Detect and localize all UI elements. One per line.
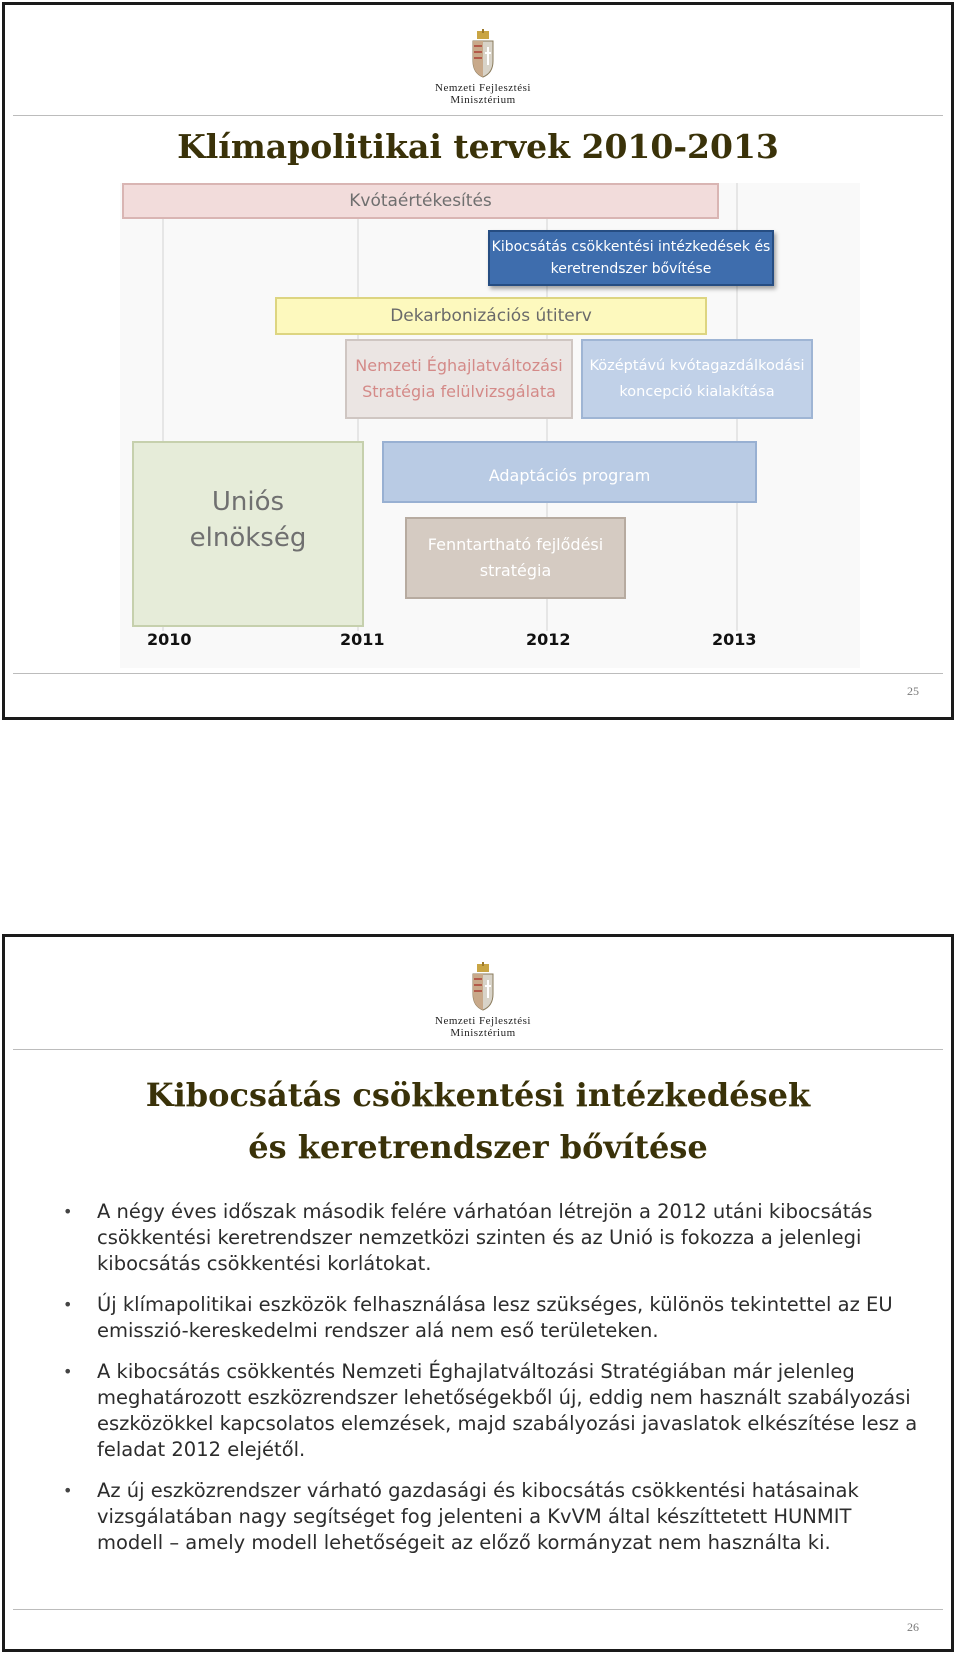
ministry-name-line2: Minisztérium: [450, 1027, 516, 1039]
bar-kibocsatas-csokkentes: Kibocsátás csökkentési intézkedések és keretrendszer bővítése: [488, 230, 774, 286]
year-label-2013: 2013: [712, 630, 757, 649]
timeline-diagram: [120, 183, 860, 668]
bar-adaptacios-program: Adaptációs program: [382, 441, 757, 503]
coat-of-arms-icon: [468, 962, 498, 1012]
bullet-list: [63, 1199, 923, 1571]
year-label-2011: 2011: [340, 630, 385, 649]
slide-title: [5, 1069, 951, 1173]
bullet-icon: •: [63, 1202, 73, 1221]
ministry-logo: [423, 29, 543, 106]
ministry-name-line1: Nemzeti Fejlesztési: [435, 1015, 531, 1027]
list-item: • Új klímapolitikai eszközök felhasználása lesz szükséges, különös tekintettel az EU emisszió-kereskedelmi rendszer alá nem eső területeken.: [63, 1293, 893, 1342]
bullet-icon: •: [63, 1481, 73, 1500]
bullet-icon: •: [63, 1295, 73, 1314]
ministry-name-line1: Nemzeti Fejlesztési: [435, 82, 531, 94]
list-item: • A négy éves időszak második felére várhatóan létrejön a 2012 utáni kibocsátás csökkentési keretrendszer nemzetközi szinten és az Unió is fokozza a jelenlegi kibocsátás csökkentési korlátokat.: [63, 1200, 873, 1275]
list-item: • A kibocsátás csökkentés Nemzeti Éghajlatváltozási Stratégiában már jelenleg meghatározott eszközrendszer lehetőségekből új, eddig nem használt szabályozási eszközökkel kapcsolatos elemzések, majd szabályozási javaslatok elkészítése lesz a feladat 2012 elejétől.: [63, 1360, 918, 1461]
slide-title-line2: és keretrendszer bővítése: [248, 1128, 708, 1166]
ministry-name-line2: Minisztérium: [450, 94, 516, 106]
footer-divider: [13, 1609, 943, 1610]
year-label-2010: 2010: [147, 630, 192, 649]
header-divider: [13, 1049, 943, 1050]
bar-kvotaertekesites: Kvótaértékesítés: [122, 183, 719, 219]
list-item: • Az új eszközrendszer várható gazdasági és kibocsátás csökkentési hatásainak vizsgálatában nagy segítséget fog jelenteni a KvVM által készíttetett HUNMIT modell – amely modell lehetőségeit az előző kormányzat nem használta ki.: [63, 1479, 859, 1554]
page-number: 25: [907, 684, 919, 698]
slide-title-line1: Kibocsátás csökkentési intézkedések: [145, 1076, 811, 1114]
slide-25: [2, 2, 954, 720]
header-divider: [13, 115, 943, 116]
bar-dekarbonizacios-utiterv: Dekarbonizációs útiterv: [275, 297, 707, 335]
slide-26: [2, 934, 954, 1652]
bar-kozeptavu-kvotagazdalkodasi: Középtávú kvótagazdálkodási koncepció kialakítása: [581, 339, 813, 419]
page-number: 26: [907, 1620, 919, 1634]
bar-nemzeti-eghajlatvaltozasi: Nemzeti Éghajlatváltozási Stratégia felülvizsgálata: [345, 339, 573, 419]
footer-divider: [13, 673, 943, 674]
bullet-icon: •: [63, 1362, 73, 1381]
year-label-2012: 2012: [526, 630, 571, 649]
coat-of-arms-icon: [468, 29, 498, 79]
bar-unios-elnokseg: Uniós elnökség: [132, 441, 364, 627]
bar-fenntarthato-fejlodesi: Fenntartható fejlődési stratégia: [405, 517, 626, 599]
slide-title: Klímapolitikai tervek 2010-2013: [177, 127, 779, 166]
ministry-logo: [423, 962, 543, 1039]
